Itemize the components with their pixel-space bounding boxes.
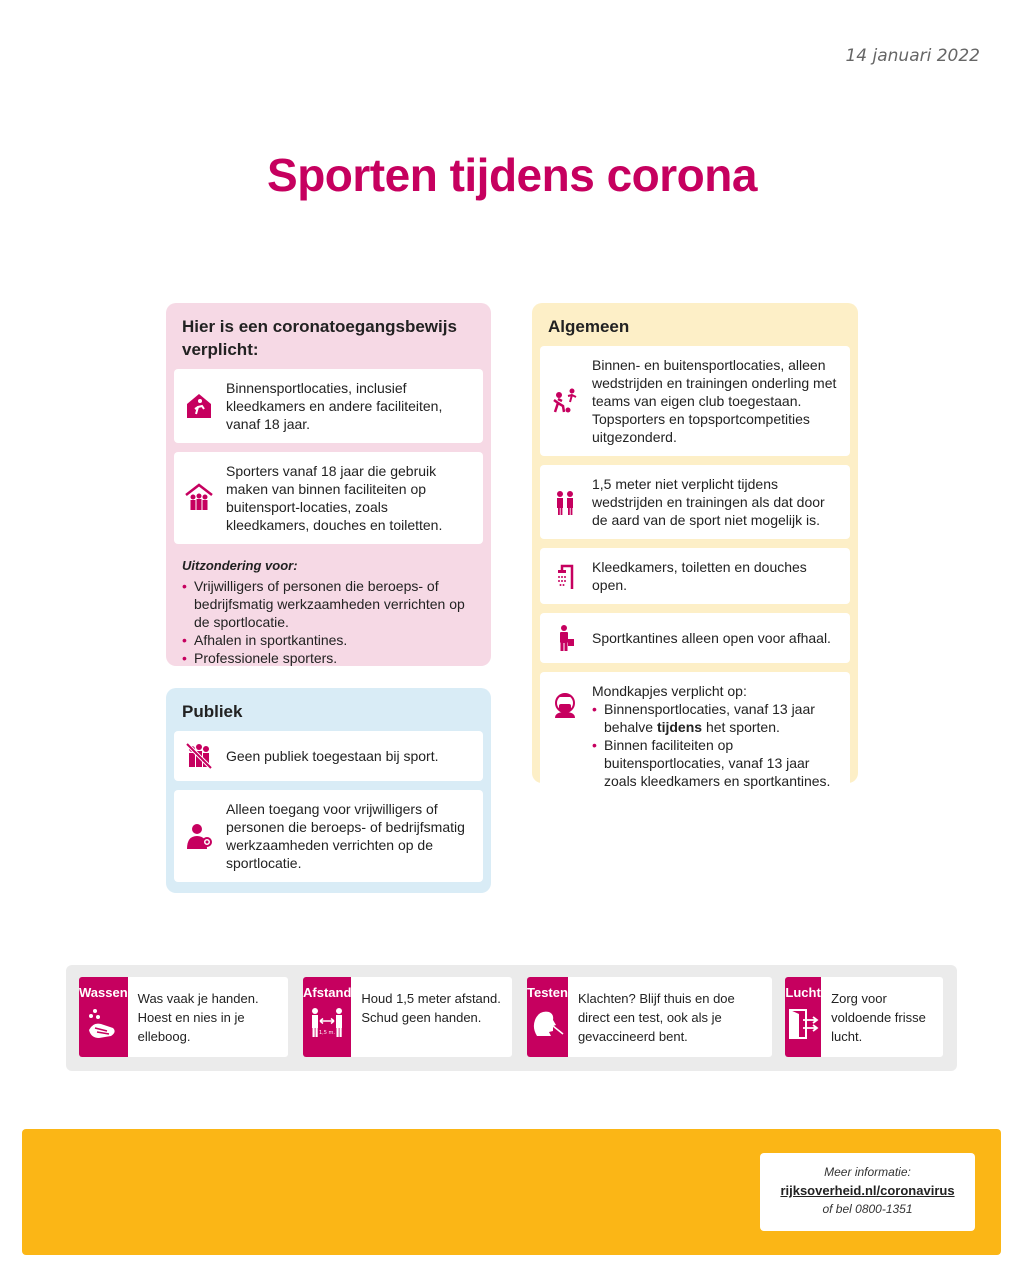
distance-people-icon xyxy=(550,487,580,517)
footer xyxy=(22,1129,1001,1255)
item-text: Binnensportlocaties, inclusief kleedkamers en andere faciliteiten, vanaf 18 jaar. xyxy=(226,380,443,432)
rule-tag-label: Testen xyxy=(527,985,568,1000)
list-item xyxy=(540,548,850,604)
rule-tag xyxy=(303,977,351,1057)
info-label: Meer informatie: xyxy=(824,1165,911,1179)
list-item: • Afhalen in sportkantines. xyxy=(182,631,475,649)
rule-lucht xyxy=(785,977,943,1057)
list-item xyxy=(174,452,483,544)
sport-match-icon xyxy=(550,386,580,416)
list-item xyxy=(592,700,840,736)
mask-line1-post: het sporten. xyxy=(702,719,780,735)
distance-icon xyxy=(309,1006,345,1042)
date: 14 januari 2022 xyxy=(845,46,980,66)
item-text: Kleedkamers, toiletten en douches open. xyxy=(592,559,807,593)
panel-heading: Hier is een coronatoegangsbewijs verplicht: xyxy=(182,317,457,359)
item-text: 1,5 meter niet verplicht tijdens wedstrijden en trainingen als dat door de aard van de sport niet mogelijk is. xyxy=(592,476,825,528)
exception-list xyxy=(182,577,475,667)
indoor-sport-icon xyxy=(184,391,214,421)
list-item xyxy=(540,465,850,539)
info-box xyxy=(760,1153,975,1231)
distance-icon-label: 1,5 m. xyxy=(319,1030,336,1036)
rule-text: Zorg voor voldoende frisse lucht. xyxy=(831,991,926,1044)
rule-text: Houd 1,5 meter afstand. Schud geen handen. xyxy=(361,991,501,1025)
rule-text: Was vaak je handen. Hoest en nies in je elleboog. xyxy=(137,991,259,1044)
rule-text: Klachten? Blijf thuis en doe direct een test, ook als je gevaccineerd bent. xyxy=(577,991,735,1044)
rule-testen xyxy=(527,977,772,1057)
rule-tag-label: Wassen xyxy=(79,985,128,1000)
basic-rules-bar xyxy=(66,965,957,1071)
takeaway-icon xyxy=(550,623,580,653)
mask-intro: Mondkapjes verplicht op: xyxy=(592,683,747,699)
no-audience-icon xyxy=(184,741,214,771)
volunteer-icon xyxy=(184,821,214,851)
mask-line1-pre: Binnensportlocaties, vanaf 13 jaar behalve xyxy=(604,701,815,735)
rule-afstand xyxy=(303,977,512,1057)
mask-line1-bold: tijdens xyxy=(656,719,703,735)
exception-label: Uitzondering voor: xyxy=(182,558,298,573)
publiek-panel xyxy=(166,688,491,893)
list-item: • Vrijwilligers of personen die beroeps- of bedrijfsmatig werkzaamheden verrichten op de sportlocatie. xyxy=(182,577,475,631)
panel-heading: Algemeen xyxy=(548,317,630,336)
coronatoegangsbewijs-panel xyxy=(166,303,491,666)
list-item xyxy=(174,790,483,882)
item-text: Alleen toegang voor vrijwilligers of personen die beroeps- of bedrijfsmatig werkzaamheden verrichten op de sportlocatie. xyxy=(226,801,465,871)
indoor-group-icon xyxy=(184,483,214,513)
shower-icon xyxy=(550,561,580,591)
ventilation-icon xyxy=(785,1006,821,1042)
info-phone: of bel 0800-1351 xyxy=(822,1202,913,1216)
rule-wassen xyxy=(79,977,288,1057)
item-text: Sporters vanaf 18 jaar die gebruik maken van binnen faciliteiten op buitensport-locaties, zoals kleedkamers, douches en toiletten. xyxy=(226,463,443,533)
list-item xyxy=(540,672,850,800)
list-item: • Professionele sporters. xyxy=(182,649,475,667)
rule-tag xyxy=(527,977,568,1057)
item-text: Binnen- en buitensportlocaties, alleen wedstrijden en trainingen onderling met teams van eigen club toegestaan. Topsporters en topsportcompetities uitgezonderd. xyxy=(592,357,837,445)
mask-text xyxy=(592,682,840,790)
info-link[interactable]: rijksoverheid.nl/coronavirus xyxy=(780,1183,955,1198)
list-item xyxy=(174,369,483,443)
hand-wash-icon xyxy=(85,1006,121,1042)
exceptions xyxy=(174,553,483,671)
list-item xyxy=(174,731,483,781)
page-title: Sporten tijdens corona xyxy=(267,149,757,201)
list-item xyxy=(540,613,850,663)
list-item xyxy=(540,346,850,456)
rule-tag-label: Lucht xyxy=(785,985,821,1000)
face-mask-icon xyxy=(550,690,580,720)
panel-heading: Publiek xyxy=(182,702,243,721)
test-icon xyxy=(529,1006,565,1042)
mask-list xyxy=(592,700,840,790)
algemeen-panel xyxy=(532,303,858,789)
item-text: Sportkantines alleen open voor afhaal. xyxy=(592,630,831,646)
rule-tag xyxy=(79,977,128,1057)
rule-tag-label: Afstand xyxy=(303,985,352,1000)
list-item: • Binnen faciliteiten op buitensportlocaties, vanaf 13 jaar zoals kleedkamers en sportkantines. xyxy=(592,736,840,790)
item-text: Geen publiek toegestaan bij sport. xyxy=(226,748,439,764)
rule-tag xyxy=(785,977,821,1057)
